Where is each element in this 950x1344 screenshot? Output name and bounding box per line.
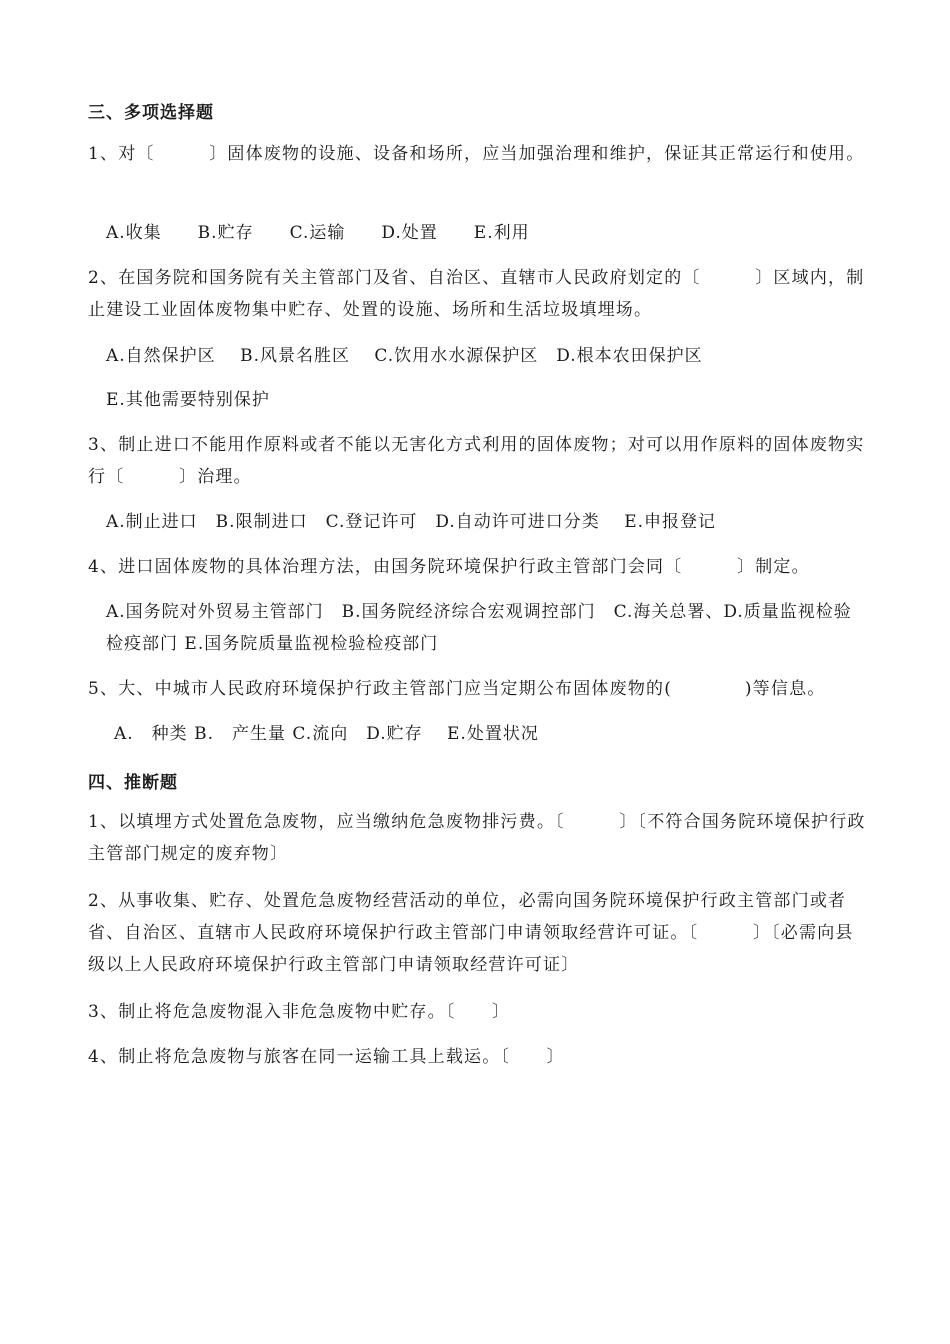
question-options: E.其他需要特别保护 (106, 390, 270, 410)
question-text: 3、制止进口不能用作原料或者不能以无害化方式利用的固体废物；对可以用作原料的固体废物实行〔 〕治理。 (88, 435, 865, 487)
judgment-question: 3、制止将危急废物混入非危急废物中贮存。〔 〕 (88, 1002, 511, 1022)
question-text: 1、对〔 〕固体废物的设施、设备和场所，应当加强治理和维护，保证其正常运行和使用。 (88, 144, 865, 164)
question-options: A.国务院对外贸易主管部门 B.国务院经济综合宏观调控部门 C.海关总署、D.质量监视检验检疫部门 E.国务院质量监视检验检疫部门 (106, 602, 852, 654)
question-options: A. 种类 B. 产生量 C.流向 D.贮存 E.处置状况 (114, 724, 539, 744)
judgment-question: 4、制止将危急废物与旅客在同一运输工具上载运。〔 〕 (88, 1047, 565, 1067)
question-text: 2、在国务院和国务院有关主管部门及省、自治区、直辖市人民政府划定的〔 〕区域内，制止建设工业固体废物集中贮存、处置的设施、场所和生活垃圾填埋场。 (88, 268, 865, 320)
section-heading-judgment: 四、推断题 (88, 773, 178, 793)
question-text: 5、大、中城市人民政府环境保护行政主管部门应当定期公布固体废物的( )等信息。 (88, 679, 826, 699)
question-options: A.自然保护区 B.风景名胜区 C.饮用水水源保护区 D.根本农田保护区 (106, 346, 703, 366)
question-text: 4、进口固体废物的具体治理方法，由国务院环境保护行政主管部门会同〔 〕制定。 (88, 557, 810, 577)
judgment-question: 2、从事收集、贮存、处置危急废物经营活动的单位，必需向国务院环境保护行政主管部门或者省、自治区、直辖市人民政府环境保护行政主管部门申请领取经营许可证。〔 〕〔必需向县级以上人民政府环境保护行政主管部门申请领取经营许可证〕 (88, 891, 854, 975)
judgment-question: 1、以填埋方式处置危急废物，应当缴纳危急废物排污费。〔 〕〔不符合国务院环境保护行政主管部门规定的废弃物〕 (88, 812, 866, 864)
section-heading-multiple-choice: 三、多项选择题 (88, 103, 214, 123)
question-options: A.制止进口 B.限制进口 C.登记许可 D.自动许可进口分类 E.申报登记 (106, 512, 717, 532)
question-options: A.收集 B.贮存 C.运输 D.处置 E.利用 (106, 223, 530, 243)
